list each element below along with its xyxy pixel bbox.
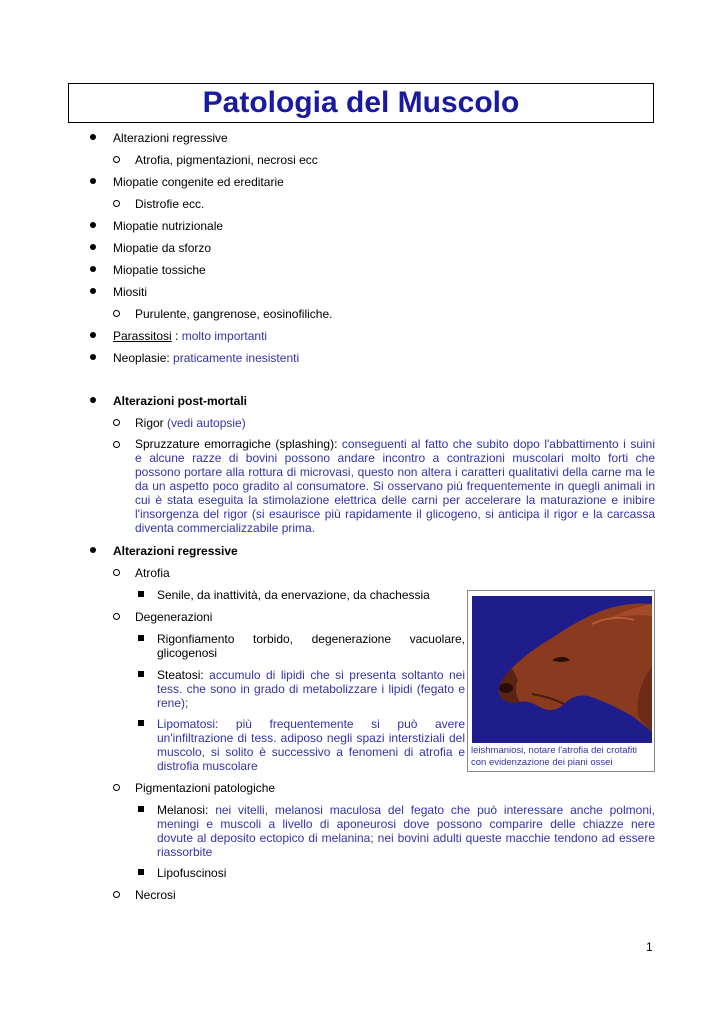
bullet-circle (113, 891, 120, 898)
separator: : (171, 329, 182, 343)
paragraph-line: da un aspetto poco gradito al consumatore. Si osservano più frequentemente in quegli animali in (135, 479, 655, 493)
bullet-disc (90, 134, 96, 140)
bullet-circle (113, 419, 120, 426)
list-item: Pigmentazioni patologiche (135, 781, 276, 795)
melanosi-text: nei vitelli, melanosi maculosa del fegato che può interessare anche polmoni, (215, 803, 655, 817)
list-item (113, 329, 267, 343)
spruzzature-paragraph (135, 437, 655, 535)
bullet-circle (113, 569, 120, 576)
list-item: Necrosi (135, 888, 176, 902)
bullet-square (138, 671, 144, 677)
caption-line: con evidenzazione dei piani ossei (471, 757, 613, 768)
paragraph-line (157, 668, 465, 682)
lipomatosi-paragraph (157, 717, 465, 773)
bullet-disc (90, 222, 96, 228)
parassitosi-note: molto importanti (181, 329, 268, 343)
spruzzature-label: Spruzzature emorragiche (splashing): (135, 437, 342, 451)
paragraph-line: l'insorgenza del rigor (si esaurisce più rapidamente il glicogeno, si anticipa il rigor e la carcassa (135, 507, 655, 521)
rigonfiamento-paragraph (157, 632, 465, 660)
section-heading: Alterazioni regressive (113, 544, 238, 558)
title-box (68, 83, 654, 123)
paragraph-line (157, 803, 655, 817)
figure (467, 590, 655, 772)
section-heading: Alterazioni post-mortali (113, 394, 248, 408)
paragraph-line: un'infiltrazione di tess. adiposo negli spazi interstiziali del (157, 731, 465, 745)
steatosi-text: accumulo di lipidi che si presenta soltanto nei (209, 668, 465, 682)
bullet-disc (90, 332, 96, 338)
paragraph-line: Lipomatosi: più frequentemente si può avere (157, 717, 465, 731)
list-item: Senile, da inattività, da enervazione, da chachessia (157, 588, 430, 602)
paragraph-line: e alcune razze di bovini possono andare incontro a contrazioni muscolari molto forti che (135, 451, 655, 465)
paragraph-line: Rigonfiamento torbido, degenerazione vacuolare, (157, 632, 465, 646)
list-item: Lipofuscinosi (157, 866, 227, 880)
list-item: Miopatie tossiche (113, 263, 206, 277)
paragraph-line: muscolo, si solito è successivo a fenomeni di atrofia e (157, 745, 465, 759)
melanosi-label: Melanosi: (157, 803, 216, 817)
melanosi-paragraph (157, 803, 655, 859)
bullet-disc (90, 244, 96, 250)
paragraph-line: rene); (157, 696, 189, 710)
bullet-square (138, 635, 144, 641)
list-item: Atrofia (135, 566, 170, 580)
bullet-disc (90, 288, 96, 294)
neoplasie-label: Neoplasie: (113, 351, 174, 365)
parassitosi-label: Parassitosi (113, 329, 172, 343)
rigor-note: (vedi autopsie) (167, 416, 246, 430)
bullet-circle (113, 310, 120, 317)
paragraph-line: distrofia muscolare (157, 759, 258, 773)
steatosi-paragraph (157, 668, 465, 710)
list-item: Miopatie da sforzo (113, 241, 212, 255)
list-item: Miopatie congenite ed ereditarie (113, 175, 284, 189)
caption-line: leishmaniosi, notare l'atrofia dei crotafiti (471, 745, 638, 756)
bullet-square (138, 591, 144, 597)
bullet-disc (90, 354, 96, 360)
paragraph-line: diventa commercializzabile prima. (135, 521, 316, 535)
list-item: Distrofie ecc. (135, 197, 205, 211)
paragraph-line: dovute al deposito ectopico di melanina; nei bovini adulti queste macchie tendono ad essere (157, 831, 655, 845)
bullet-circle (113, 613, 120, 620)
paragraph-line: glicogenosi (157, 646, 218, 660)
list-item: Atrofia, pigmentazioni, necrosi ecc (135, 153, 318, 167)
bullet-circle (113, 156, 120, 163)
paragraph-line: cui è stata eseguita la stimolazione elettrica delle carni per accelerare la maturazione e inibire (135, 493, 655, 507)
rigor-label: Rigor (135, 416, 168, 430)
bullet-square (138, 806, 144, 812)
bullet-circle (113, 784, 120, 791)
dog-photo (472, 596, 652, 743)
bullet-disc (90, 397, 96, 403)
list-item: Degenerazioni (135, 610, 213, 624)
paragraph-line: possono portare alla rottura di microvasi, questo non altera i caratteri qualitativi della carne ma le (135, 465, 655, 479)
steatosi-label: Steatosi: (157, 668, 210, 682)
list-item: Miositi (113, 285, 148, 299)
list-item (135, 416, 246, 430)
page-number: 1 (646, 940, 653, 954)
bullet-disc (90, 547, 96, 553)
spruzzature-text: conseguenti al fatto che subito dopo l'abbattimento i suini (341, 437, 655, 451)
paragraph-line: tess. che sono in grado di metabolizzare i lipidi (fegato e (157, 682, 465, 696)
bullet-disc (90, 266, 96, 272)
neoplasie-note: praticamente inesistenti (173, 351, 300, 365)
list-item: Alterazioni regressive (113, 131, 228, 145)
bullet-square (138, 720, 144, 726)
list-item: Miopatie nutrizionale (113, 219, 224, 233)
bullet-circle (113, 441, 120, 448)
bullet-circle (113, 200, 120, 207)
bullet-square (138, 869, 144, 875)
paragraph-line: riassorbite (157, 845, 213, 859)
paragraph-line: meningi e muscoli a livello di aponeurosi dove possono comparire delle chiazze nere (157, 817, 655, 831)
bullet-disc (90, 178, 96, 184)
list-item: Purulente, gangrenose, eosinofiliche. (135, 307, 333, 321)
figure-caption (471, 745, 653, 769)
paragraph-line (135, 437, 655, 451)
page-title: Patologia del Muscolo (202, 86, 520, 119)
list-item (113, 351, 299, 365)
